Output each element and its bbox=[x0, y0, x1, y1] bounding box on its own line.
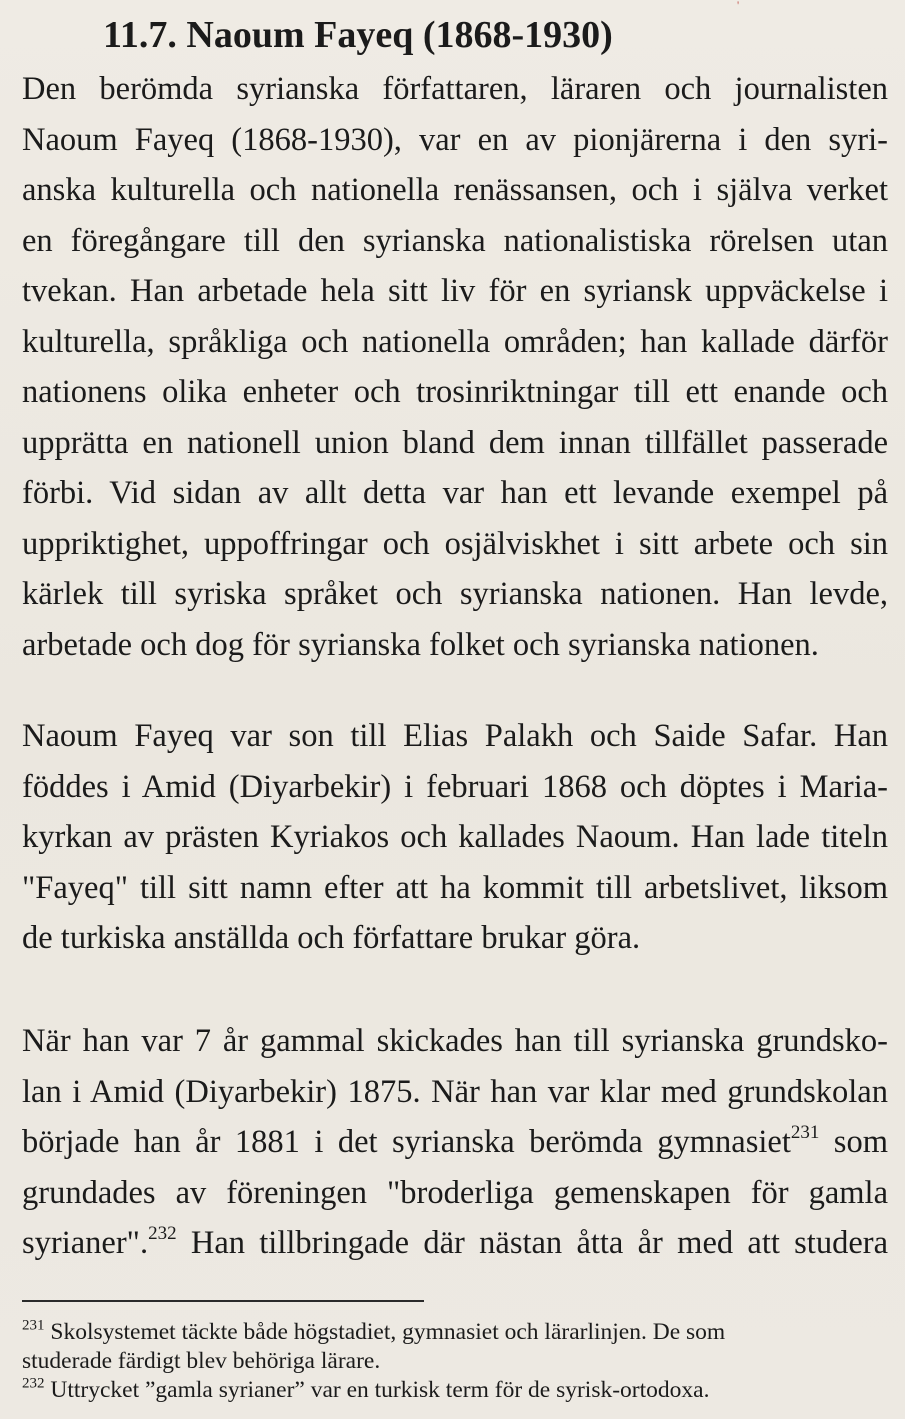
text-line: grundades av föreningen "broderliga gemenskapen för gamla bbox=[22, 1174, 888, 1211]
paragraph-2 bbox=[22, 711, 888, 964]
footnote-text: Skolsystemet täckte både högstadiet, gymnasiet och lärarlinjen. De som bbox=[44, 1319, 726, 1345]
text-line: Naoum Fayeq var son till Elias Palakh och Saide Safar. Han bbox=[22, 718, 888, 754]
text-line: arbetade och dog för syrianska folket och syrianska nationen. bbox=[22, 626, 819, 663]
footnote-231-continued: studerade färdigt blev behöriga lärare. bbox=[22, 1348, 381, 1374]
footnote-divider bbox=[22, 1300, 424, 1302]
text-line: kulturella, språkliga och nationella områden; han kallade därför bbox=[22, 323, 888, 360]
text-segment: syrianer". bbox=[22, 1225, 149, 1261]
section-heading: 11.7. Naoum Fayeq (1868-1930) bbox=[103, 14, 613, 56]
text-line: kärlek till syriska språket och syrianska nationen. Han levde, bbox=[22, 576, 888, 612]
text-line: "Fayeq" till sitt namn efter att ha kommit till arbetslivet, liksom bbox=[22, 869, 888, 906]
text-line: lan i Amid (Diyarbekir) 1875. När han var klar med grundskolan bbox=[22, 1073, 888, 1110]
footnote-ref-232[interactable]: 232 bbox=[148, 1222, 177, 1244]
footnote-231 bbox=[22, 1318, 888, 1347]
footnote-ref-231[interactable]: 231 bbox=[790, 1121, 820, 1143]
text-line: de turkiska anställda och författare brukar göra. bbox=[22, 920, 641, 956]
text-line-with-footnote bbox=[22, 1218, 888, 1269]
paragraph-1 bbox=[22, 64, 888, 670]
margin-mark: ' bbox=[737, 0, 740, 12]
text-line: kyrkan av prästen Kyriakos och kallades Naoum. Han lade titeln bbox=[22, 819, 888, 855]
text-segment: började han år 1881 i det syrianska berömda gymnasiet bbox=[22, 1124, 791, 1160]
text-line: upprätta en nationell union bland dem innan tillfället passerade bbox=[22, 424, 888, 461]
text-line: tvekan. Han arbetade hela sitt liv för en syriansk uppväckelse i bbox=[22, 273, 888, 309]
paragraph-3 bbox=[22, 1016, 888, 1269]
footnote-number: 231 bbox=[22, 1317, 45, 1334]
footnote-text: Uttrycket ”gamla syrianer” var en turkisk term för de syrisk-ortodoxa. bbox=[44, 1377, 710, 1403]
text-line-with-footnote bbox=[22, 1117, 888, 1168]
text-line: anska kulturella och nationella renässansen, och i själva verket bbox=[22, 172, 888, 208]
text-line: nationens olika enheter och trosinriktningar till ett enande och bbox=[22, 374, 888, 410]
text-line: uppriktighet, uppoffringar och osjälviskhet i sitt arbete och sin bbox=[22, 525, 888, 562]
footnote-232 bbox=[22, 1376, 888, 1405]
footnotes bbox=[22, 1318, 888, 1405]
text-line: Naoum Fayeq (1868-1930), var en av pionjärerna i den syri- bbox=[22, 121, 888, 158]
text-line: förbi. Vid sidan av allt detta var han ett levande exempel på bbox=[22, 475, 888, 511]
footnote-number: 232 bbox=[22, 1375, 45, 1392]
text-line: När han var 7 år gammal skickades han till syrianska grundsko- bbox=[22, 1023, 888, 1059]
text-line: föddes i Amid (Diyarbekir) i februari 1868 och döptes i Maria- bbox=[22, 768, 888, 805]
text-line: en föregångare till den syrianska nationalistiska rörelsen utan bbox=[22, 222, 888, 259]
text-segment: som bbox=[819, 1124, 888, 1160]
text-segment: Han tillbringade där nästan åtta år med att studera bbox=[176, 1225, 888, 1261]
text-line: Den berömda syrianska författaren, läraren och journalisten bbox=[22, 71, 888, 107]
